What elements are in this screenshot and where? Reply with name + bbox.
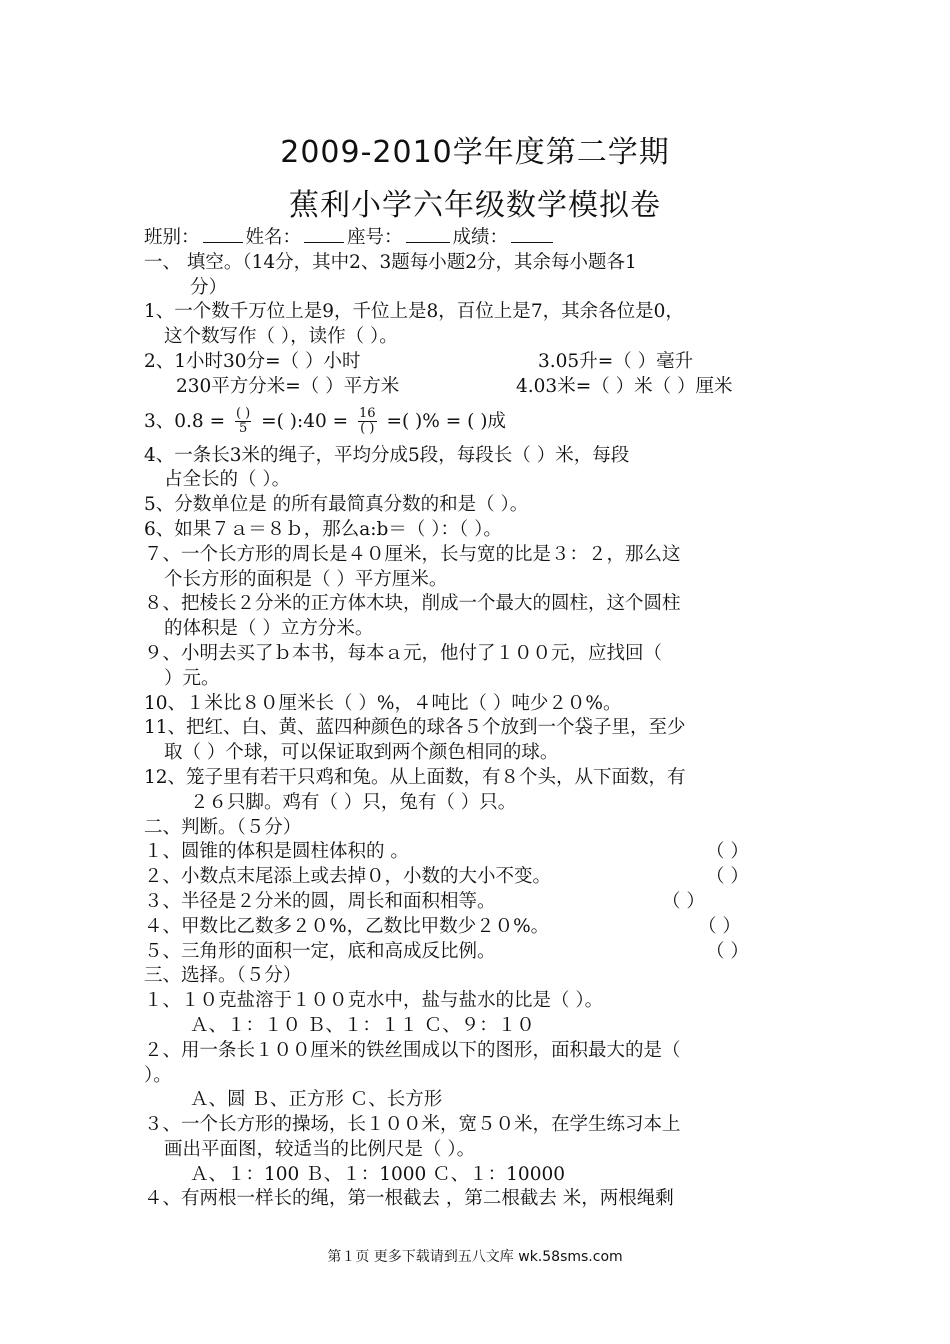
question-3-suffix: =( )% = ( )成 xyxy=(386,410,506,432)
judge-item-5-paren: （ ） xyxy=(706,940,749,962)
page-footer: 第１页 更多下载请到五八文库 wk.58sms.com xyxy=(327,1249,623,1265)
choice-3-options: Ａ、１：100 Ｂ、１：1000 Ｃ、１：10000 xyxy=(190,1163,566,1185)
section3-heading: 三、选择。（５分） xyxy=(144,965,302,987)
judge-item-4-paren: （ ） xyxy=(698,915,741,937)
question-3-middle: =( ):40 = xyxy=(261,410,349,432)
choice-2-line1: ２、用一条长１００厘米的铁丝围成以下的图形，面积最大的是（ xyxy=(144,1039,681,1061)
choice-2-line2: ）。 xyxy=(144,1064,172,1086)
question-4-line2: 占全长的（ ）。 xyxy=(164,469,291,491)
fraction-1-numerator: ( ) xyxy=(235,406,251,422)
question-10: 10、１米比８０厘米长（ ）%，４吨比（ ）吨少２０%。 xyxy=(144,692,622,714)
choice-3-line1: ３、一个长方形的操场，长１００米，宽５０米，在学生练习本上 xyxy=(144,1114,681,1136)
choice-4: ４、有两根一样长的绳，第一根截去 ，第二根截去 米，两根绳剩 xyxy=(144,1188,674,1210)
question-3 xyxy=(144,400,812,444)
section1-heading: 一、 填空。（14分，其中2、3题每小题2分，其余每小题各1 xyxy=(144,251,637,273)
question-2-line1 xyxy=(144,350,812,375)
fraction-1 xyxy=(235,407,251,436)
exam-content xyxy=(144,226,812,1212)
judge-item-1 xyxy=(144,840,812,865)
student-info-line xyxy=(144,226,812,251)
question-11-line1: 11、把红、白、黄、蓝四种颜色的球各５个放到一个袋子里，至少 xyxy=(144,717,686,739)
section2-heading: 二、判断。（５分） xyxy=(144,816,302,838)
choice-2-options: Ａ、圆 Ｂ、正方形 Ｃ、长方形 xyxy=(190,1089,443,1111)
question-11-line2: 取（ ）个球，可以保证取到两个颜色相同的球。 xyxy=(164,742,559,764)
judge-item-5-text: ５、三角形的面积一定，底和高成反比例。 xyxy=(144,940,496,962)
seat-label: 座号： xyxy=(347,227,403,248)
judge-item-1-text: １、圆锥的体积是圆柱体积的 。 xyxy=(144,841,409,863)
question-1-line1: 1、一个数千万位上是9，千位上是8，百位上是7，其余各位是0， xyxy=(144,301,684,323)
question-9-line1: ９、小明去买了ｂ本书，每本ａ元，他付了１００元，应找回（ xyxy=(144,642,663,664)
judge-item-3 xyxy=(144,890,812,915)
question-7-line1: ７、一个长方形的周长是４０厘米，长与宽的比是３：２，那么这 xyxy=(144,543,681,565)
question-2-line2 xyxy=(144,375,812,400)
judge-item-3-paren: （ ） xyxy=(662,890,705,912)
question-12-line1: 12、笼子里有若干只鸡和兔。从上面数，有８个头，从下面数，有 xyxy=(144,766,686,788)
fraction-2-numerator: 16 xyxy=(359,406,376,422)
judge-item-2-text: ２、小数点末尾添上或去掉０，小数的大小不变。 xyxy=(144,866,552,888)
score-blank xyxy=(511,228,553,243)
fraction-2-denominator: ( ) xyxy=(360,421,375,437)
question-2b-left: 230平方分米=（ ）平方米 xyxy=(176,375,400,397)
question-8-line2: 的体积是（ ）立方分米。 xyxy=(164,618,374,640)
question-12-line2: ２６只脚。鸡有（ ）只，兔有（ ）只。 xyxy=(190,791,517,813)
name-label: 姓名： xyxy=(245,227,302,248)
judge-item-2-paren: （ ） xyxy=(706,866,749,888)
exam-title-line2: 蕉利小学六年级数学模拟卷 xyxy=(289,188,661,223)
name-blank xyxy=(304,228,344,243)
question-2a-right: 3.05升=（ ）毫升 xyxy=(538,350,694,372)
question-6: 6、如果７ａ＝８ｂ，那么a:b＝（ ）：（ ）。 xyxy=(144,518,502,540)
judge-item-2 xyxy=(144,865,812,890)
question-2a-left: 2、1小时30分=（ ）小时 xyxy=(144,350,361,372)
question-1-line2: 这个数写作（ ），读作（ ）。 xyxy=(164,326,398,348)
question-3-prefix: 3、0.8 = xyxy=(144,410,226,432)
section1-heading-cont: 分） xyxy=(190,276,228,298)
judge-item-1-paren: （ ） xyxy=(706,841,749,863)
question-9-line2: ）元。 xyxy=(164,667,220,689)
question-5: 5、分数单位是 的所有最简真分数的和是（ ）。 xyxy=(144,494,529,516)
score-label: 成绩： xyxy=(452,227,509,248)
judge-item-4 xyxy=(144,915,812,940)
judge-item-4-text: ４、甲数比乙数多２０%，乙数比甲数少２０%。 xyxy=(144,915,550,937)
judge-item-3-text: ３、半径是２分米的圆，周长和面积相等。 xyxy=(144,890,496,912)
question-7-line2: 个长方形的面积是（ ）平方厘米。 xyxy=(164,568,448,590)
choice-1: １、１０克盐溶于１００克水中，盐与盐水的比是（ ）。 xyxy=(144,990,604,1012)
seat-blank xyxy=(406,228,450,243)
judge-item-5 xyxy=(144,940,812,965)
choice-1-options: Ａ、１：１０ Ｂ、１：１１ Ｃ、９：１０ xyxy=(190,1014,535,1036)
class-label: 班别： xyxy=(144,227,200,248)
fraction-2 xyxy=(358,407,377,436)
question-8-line1: ８、把棱长２分米的正方体木块，削成一个最大的圆柱，这个圆柱 xyxy=(144,593,681,615)
fraction-1-denominator: 5 xyxy=(238,421,248,437)
choice-3-line2: 画出平面图，较适当的比例尺是（ ）。 xyxy=(164,1138,476,1160)
class-blank xyxy=(203,228,243,243)
exam-title-line1: 2009-2010学年度第二学期 xyxy=(280,135,670,170)
question-4-line1: 4、一条长3米的绳子，平均分成5段，每段长（ ）米，每段 xyxy=(144,444,630,466)
question-2b-right: 4.03米=（ ）米（ ）厘米 xyxy=(516,375,733,397)
